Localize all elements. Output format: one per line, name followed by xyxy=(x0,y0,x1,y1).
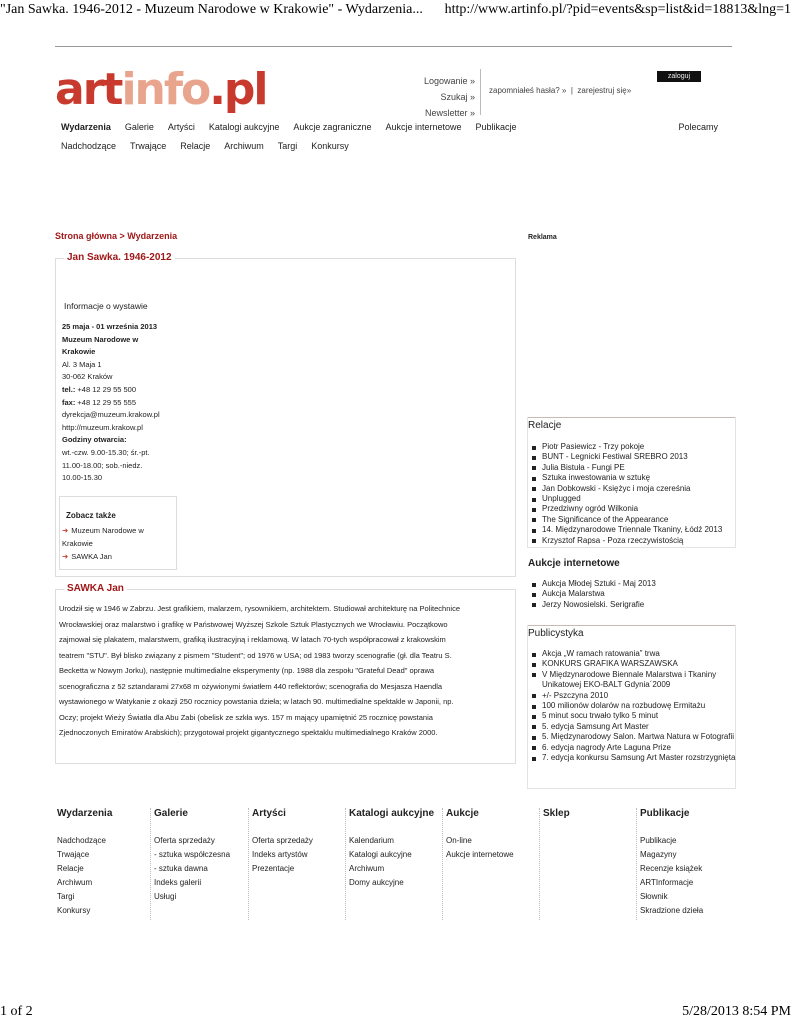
footer-col-wydarzenia xyxy=(57,808,112,918)
footer-link[interactable]: Indeks artystów xyxy=(252,850,308,859)
list-item[interactable]: Przedziwny ogród Wilkonia xyxy=(532,504,737,514)
footer-col-artysci xyxy=(252,808,313,876)
hours-label: Godziny otwarcia: xyxy=(62,435,127,445)
footer-divider xyxy=(636,808,637,920)
print-header-url: http://www.artinfo.pl/?pid=events&sp=list&id=18813&lng=1 xyxy=(444,2,791,17)
footer-col-publikacje xyxy=(640,808,703,918)
register-link[interactable]: zarejestruj się» xyxy=(577,86,632,95)
footer-col-galerie xyxy=(154,808,230,904)
footer-link[interactable]: Magazyny xyxy=(640,850,677,859)
footer-link[interactable]: Publikacje xyxy=(640,836,677,845)
footer-divider xyxy=(539,808,540,920)
nav-polecamy[interactable]: Polecamy xyxy=(678,122,718,132)
list-item[interactable]: Julia Bistuła - Fungi PE xyxy=(532,463,737,473)
nav-aukcje-zagraniczne[interactable]: Aukcje zagraniczne xyxy=(293,122,372,132)
list-item[interactable]: Krzysztof Rapsa - Poza rzeczywistością xyxy=(532,536,737,546)
search-link[interactable]: Szukaj » xyxy=(440,92,475,102)
nav-publikacje[interactable]: Publikacje xyxy=(475,122,517,132)
event-details xyxy=(62,321,177,485)
list-item[interactable]: 5. Międzynarodowy Salon. Martwa Natura w Fotografii xyxy=(532,732,737,742)
info-label: Informacje o wystawie xyxy=(64,301,148,311)
see-also-museum-line2[interactable]: Krakowie xyxy=(62,539,93,548)
artinfo-logo[interactable] xyxy=(55,60,267,120)
list-item[interactable]: Unplugged xyxy=(532,494,737,504)
footer-link[interactable]: Trwające xyxy=(57,850,90,859)
see-also-title: Zobacz także xyxy=(66,511,116,520)
bio-line: wystawionego w Watykanie z okazji 250 rocznicy powstania dzieła; w latach 90. multimedialne spektakle w Japonii, np. xyxy=(59,697,454,706)
logo-part-pl: .pl xyxy=(209,64,267,115)
bio-line: Becketta w Nowym Jorku), następnie multimedialne eksperymenty (np. 1988 dla zespołu "Grateful Dead" oprawa xyxy=(59,666,435,675)
see-also-museum-line1: Muzeum Narodowe w xyxy=(71,526,144,535)
footer-heading[interactable]: Sklep xyxy=(543,808,570,819)
event-address-line1: Al. 3 Maja 1 xyxy=(62,359,102,369)
see-also-item[interactable] xyxy=(62,550,174,563)
footer-link[interactable]: Konkursy xyxy=(57,906,91,915)
event-tel xyxy=(62,384,177,397)
bio-line: scenograficzna z 52 sztandarami 27x68 m ożywionymi światłem 440 reflektorów; scenografia do Mesjasza Haendla xyxy=(59,681,443,691)
list-item[interactable]: Jan Dobkowski - Księżyc i moja czereśnia xyxy=(532,484,737,494)
bio-line: zajmował się plakatem, malarstwem, grafiką ilustracyjną i reklamową. W latach 70-tych współpracował z krakowskim xyxy=(59,635,446,644)
arrow-right-icon: ➜ xyxy=(62,552,69,561)
bio-title: SAWKA Jan xyxy=(64,583,127,594)
list-item[interactable]: KONKURS GRAFIKA WARSZAWSKA xyxy=(532,659,737,669)
see-also-artist: SAWKA Jan xyxy=(71,552,112,561)
footer-link[interactable]: Prezentacje xyxy=(252,864,295,873)
aukcje-list xyxy=(532,579,737,610)
logo-part-art: art xyxy=(55,64,122,115)
event-dates: 25 maja - 01 września 2013 xyxy=(62,322,158,331)
list-item[interactable]: 7. edycja konkursu Samsung Art Master rozstrzygnięta xyxy=(532,753,737,763)
event-venue-line1: Muzeum Narodowe w xyxy=(62,334,139,344)
link-separator: | xyxy=(570,86,573,95)
nav-aukcje-internetowe[interactable]: Aukcje internetowe xyxy=(385,122,462,132)
footer-link[interactable]: Targi xyxy=(57,892,75,901)
footer-divider xyxy=(442,808,443,920)
footer-link[interactable]: Archiwum xyxy=(57,878,93,887)
hours-line1: wt.-czw. 9.00-15.30; śr.-pt. xyxy=(62,447,150,457)
see-also-list xyxy=(62,524,174,563)
hours-line3: 10.00-15.30 xyxy=(62,473,103,483)
subnav-archiwum[interactable]: Archiwum xyxy=(224,141,264,151)
subnav-trwajace[interactable]: Trwające xyxy=(130,141,167,151)
print-page-number: 1 of 2 xyxy=(0,1004,33,1019)
bio-line: Wrocławskiej oraz malarstwo i grafikę w Państwowej Wyższej Szkole Sztuk Plastycznych we Wrocławiu. Początkowo xyxy=(59,619,448,629)
list-item[interactable]: Sztuka inwestowania w sztukę xyxy=(532,473,737,483)
list-item[interactable]: BUNT - Legnicki Festiwal SREBRO 2013 xyxy=(532,452,737,462)
list-item[interactable]: V Międzynarodowe Biennale Malarstwa i Tkaniny Unikatowej EKO-BALT Gdynia´2009 xyxy=(532,670,737,691)
event-email[interactable]: dyrekcja@muzeum.krakow.pl xyxy=(62,410,160,420)
footer-link[interactable]: On-line xyxy=(446,836,472,845)
list-item[interactable]: Jerzy Nowosielski. Serigrafie xyxy=(532,600,737,610)
footer-link[interactable]: Indeks galerii xyxy=(154,878,202,887)
footer-heading[interactable]: Galerie xyxy=(154,808,188,819)
login-extra-links xyxy=(489,86,631,95)
footer-link[interactable]: - sztuka dawna xyxy=(154,864,208,873)
print-datetime: 5/28/2013 8:54 PM xyxy=(682,1004,791,1019)
nav-wydarzenia[interactable]: Wydarzenia xyxy=(61,122,111,132)
header-divider xyxy=(55,46,732,47)
footer-heading[interactable]: Wydarzenia xyxy=(57,808,113,819)
tel-label: tel.: xyxy=(62,384,76,394)
newsletter-link[interactable]: Newsletter » xyxy=(424,108,475,118)
footer-link[interactable]: ARTInformacje xyxy=(640,878,694,887)
footer-link[interactable]: Archiwum xyxy=(349,864,385,873)
list-item[interactable]: 6. edycja nagrody Arte Laguna Prize xyxy=(532,743,737,753)
event-address-line2: 30-062 Kraków xyxy=(62,372,113,382)
list-item[interactable]: 14. Międzynarodowe Triennale Tkaniny, Łódź 2013 xyxy=(532,525,737,535)
nav-galerie[interactable]: Galerie xyxy=(124,122,154,132)
hours-line2: 11.00-18.00; sob.-niedz. xyxy=(62,460,143,470)
list-item[interactable]: 100 milionów dolarów na rozbudowę Ermitażu xyxy=(532,701,737,711)
footer-col-aukcje xyxy=(446,808,514,862)
footer-link[interactable]: Usługi xyxy=(154,892,177,901)
subnav-targi[interactable]: Targi xyxy=(277,141,298,151)
account-links xyxy=(395,73,475,121)
logo-part-info: info xyxy=(121,64,210,115)
list-item[interactable]: 5 minut socu trwało tylko 5 minut xyxy=(532,711,737,721)
footer-link[interactable]: Relacje xyxy=(57,864,84,873)
ad-label: Reklama xyxy=(528,234,557,241)
footer-link[interactable]: Domy aukcyjne xyxy=(349,878,404,887)
bio-line: Zjednoczonych Emiratów Arabskich); przygotował projekt gigantycznego spektaklu multimedialnego Kraków 2000. xyxy=(59,728,438,737)
bio-line: Oczy; projekt Wieży Światła dla Abu Zabi (obelisk ze szkła wys. 157 m mający upamiętnić 25 rocznicę powstania xyxy=(59,712,433,722)
footer-heading[interactable]: Aukcje xyxy=(446,808,479,819)
footer-link[interactable]: Nadchodzące xyxy=(57,836,106,845)
event-website[interactable]: http://muzeum.krakow.pl xyxy=(62,422,143,432)
publicystyka-heading: Publicystyka xyxy=(528,625,735,639)
footer-link[interactable]: Aukcje internetowe xyxy=(446,850,514,859)
event-fax xyxy=(62,397,177,410)
footer-link[interactable]: Oferta sprzedaży xyxy=(154,836,215,845)
footer-divider xyxy=(150,808,151,920)
footer-link[interactable]: Skradzione dzieła xyxy=(640,906,704,915)
list-item[interactable]: 5. edycja Samsung Art Master xyxy=(532,722,737,732)
subnav-relacje[interactable]: Relacje xyxy=(180,141,211,151)
footer-link[interactable]: Katalogi aukcyjne xyxy=(349,850,412,859)
publicystyka-list xyxy=(532,649,737,763)
sub-nav xyxy=(61,141,349,151)
fax-value: +48 12 29 55 555 xyxy=(75,397,137,407)
footer-heading[interactable]: Publikacje xyxy=(640,808,690,819)
list-item[interactable]: Piotr Pasiewicz - Trzy pokoje xyxy=(532,442,737,452)
see-also-item[interactable] xyxy=(62,524,174,537)
login-link[interactable]: Logowanie » xyxy=(423,76,475,86)
footer-col-katalogi xyxy=(349,808,434,890)
list-item[interactable]: +/- Pszczyna 2010 xyxy=(532,691,737,701)
footer-heading[interactable]: Katalogi aukcyjne xyxy=(349,808,435,819)
main-nav xyxy=(61,122,517,132)
subnav-konkursy[interactable]: Konkursy xyxy=(311,141,349,151)
relacje-list xyxy=(532,442,737,546)
event-title: Jan Sawka. 1946-2012 xyxy=(64,252,175,263)
event-venue-line2: Krakowie xyxy=(62,347,96,357)
login-button[interactable]: zaloguj xyxy=(657,71,701,82)
footer-divider xyxy=(345,808,346,920)
tel-value: +48 12 29 55 500 xyxy=(75,384,137,394)
footer-link[interactable]: Recenzje książek xyxy=(640,864,703,873)
arrow-right-icon: ➜ xyxy=(62,526,69,535)
footer-col-sklep xyxy=(543,808,570,834)
fax-label: fax: xyxy=(62,397,76,407)
list-item[interactable]: Aukcja Malarstwa xyxy=(532,589,737,599)
print-header-title: "Jan Sawka. 1946-2012 - Muzeum Narodowe w Krakowie" - Wydarzenia... xyxy=(0,2,423,17)
nav-artysci[interactable]: Artyści xyxy=(167,122,195,132)
footer-link[interactable]: Kalendarium xyxy=(349,836,394,845)
footer-link[interactable]: Oferta sprzedaży xyxy=(252,836,313,845)
bio-line: teatrem "STU". Był blisko związany z pismem "Student"; od 1976 w USA; od 1983 tworzy scenografie (gł. dla Teatru S. xyxy=(59,650,452,660)
footer-divider xyxy=(248,808,249,920)
relacje-heading: Relacje xyxy=(528,417,735,431)
footer-heading[interactable]: Artyści xyxy=(252,808,286,819)
footer-link[interactable]: Słownik xyxy=(640,892,668,901)
breadcrumb[interactable]: Strona główna > Wydarzenia xyxy=(55,231,178,241)
bio-text xyxy=(59,601,509,741)
subnav-nadchodzace[interactable]: Nadchodzące xyxy=(61,141,117,151)
list-item[interactable]: Aukcja Młodej Sztuki - Maj 2013 xyxy=(532,579,737,589)
forgot-password-link[interactable]: zapomniałeś hasła? » xyxy=(489,86,567,95)
list-item[interactable]: Akcja „W ramach ratowania” trwa xyxy=(532,649,737,659)
login-divider xyxy=(480,69,481,115)
aukcje-heading: Aukcje internetowe xyxy=(528,558,620,569)
list-item[interactable]: The Significance of the Appearance xyxy=(532,515,737,525)
footer-link[interactable]: - sztuka współczesna xyxy=(154,850,231,859)
nav-katalogi-aukcyjne[interactable]: Katalogi aukcyjne xyxy=(208,122,280,132)
bio-line: Urodził się w 1946 w Zabrzu. Jest grafikiem, malarzem, rysownikiem, architektem. Studiował architekturę na Politechnice xyxy=(59,604,460,613)
